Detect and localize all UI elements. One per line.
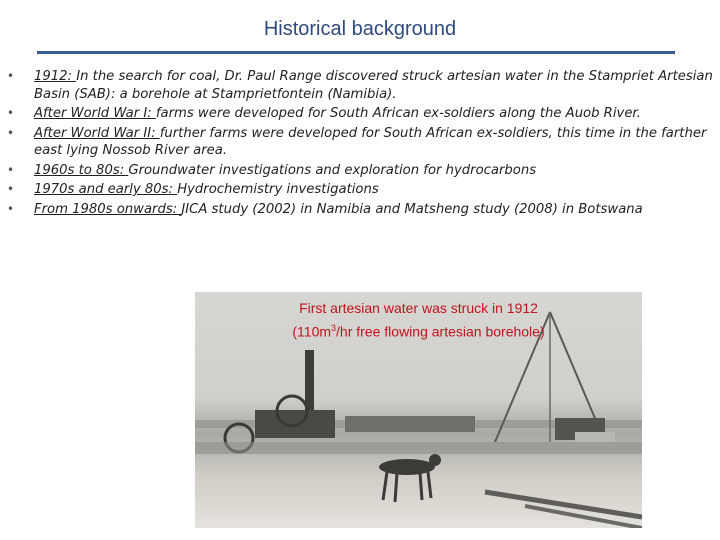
slide-title: Historical background: [263, 18, 457, 40]
bullet-item: [0, 125, 720, 160]
bullet-lead: From 1980s onwards:: [34, 201, 182, 217]
bullet-text: Groundwater investigations and exploration for hydrocarbons: [128, 162, 537, 178]
dog-head: [429, 454, 441, 466]
debris-strip: [195, 442, 642, 454]
bullet-lead: After World War I:: [34, 106, 156, 121]
bullet-item: [0, 162, 720, 180]
photo-caption: [195, 298, 642, 342]
caption-superscript: 3: [331, 323, 337, 333]
bullet-lead: 1912:: [34, 69, 77, 84]
bullet-dot-icon: •: [7, 162, 15, 177]
bullet-dot-icon: •: [7, 106, 15, 120]
work-crew: [345, 416, 475, 432]
dog-leg: [420, 473, 422, 500]
bullet-dot-icon: •: [7, 201, 15, 216]
title-divider: [37, 51, 675, 54]
historical-photo: [195, 292, 642, 528]
bullet-lead: After World War II:: [34, 125, 160, 141]
bullet-list: [0, 68, 720, 220]
caption-line-1: First artesian water was struck in 1912: [299, 300, 538, 316]
bullet-lead: 1960s to 80s:: [34, 162, 129, 178]
bullet-item: [0, 181, 720, 199]
bullet-dot-icon: •: [7, 69, 15, 83]
bullet-dot-icon: •: [7, 125, 15, 140]
bullet-text: JICA study (2002) in Namibia and Matsheng study (2008) in Botswana: [181, 201, 643, 217]
caption-pre: (110m: [292, 323, 332, 340]
bullet-item: [0, 201, 720, 219]
dog-leg: [383, 472, 387, 500]
bullet-dot-icon: •: [7, 182, 15, 196]
caption-line-2: [195, 318, 642, 342]
bullet-item: [0, 105, 720, 123]
bullet-item: [0, 68, 720, 103]
dog-leg: [428, 472, 431, 498]
bullet-text: In the search for coal, Dr. Paul Range discovered struck artesian water in the Stampriet Artesian Basin (SAB): a borehole at Stampriet​fontein (Namibia).: [34, 69, 713, 102]
caption-post: /hr free flowing artesian borehole): [336, 323, 545, 340]
bullet-text: Hydrochemistry investigations: [177, 182, 379, 197]
dog-leg: [395, 473, 397, 502]
bullet-text: further farms were developed for South African ex-soldiers, this time in the farther east lying Nossob River area.: [34, 125, 707, 158]
steam-engine: [255, 410, 335, 438]
bullet-text: farms were developed for South African ex-soldiers along the Auob River.: [155, 106, 641, 121]
bullet-lead: 1970s and early 80s:: [34, 182, 178, 197]
